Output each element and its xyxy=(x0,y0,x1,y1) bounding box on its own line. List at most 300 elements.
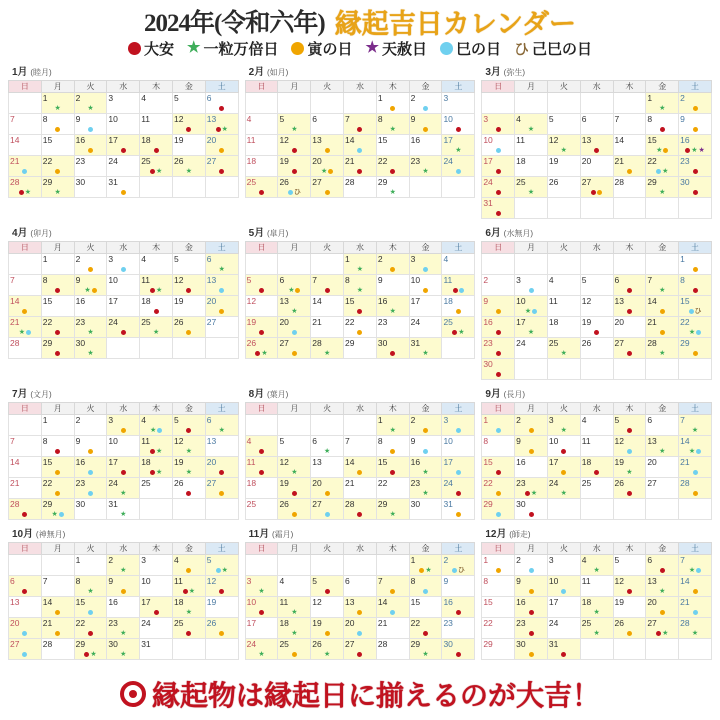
empty-day-cell xyxy=(311,93,344,114)
empty-day-cell xyxy=(442,177,475,198)
orange-dot-icon xyxy=(88,449,93,454)
green-star-icon: ★ xyxy=(18,329,26,336)
green-star-icon: ★ xyxy=(24,189,32,196)
day-number: 30 xyxy=(680,177,690,187)
day-cell xyxy=(679,478,712,499)
week-row xyxy=(9,296,239,317)
green-star-icon: ★ xyxy=(87,329,94,336)
week-row xyxy=(9,156,239,177)
red-dot-icon xyxy=(154,610,159,615)
day-cell xyxy=(613,478,646,499)
day-cell xyxy=(482,177,515,198)
day-number: 20 xyxy=(279,317,289,327)
month-calendar-table xyxy=(245,402,476,520)
day-cell xyxy=(409,135,442,156)
day-marks xyxy=(344,146,376,155)
day-number: 24 xyxy=(548,618,559,628)
day-number: 19 xyxy=(173,457,184,467)
day-marks xyxy=(581,468,613,477)
day-number: 5 xyxy=(279,436,285,446)
day-marks xyxy=(679,104,711,113)
day-cell xyxy=(679,597,712,618)
day-cell xyxy=(515,597,548,618)
weekday-header: 火 xyxy=(311,403,344,415)
day-marks xyxy=(482,370,514,379)
orange-dot-icon xyxy=(529,428,534,433)
day-cell xyxy=(107,275,140,296)
day-number: 3 xyxy=(443,93,449,103)
day-cell xyxy=(172,576,205,597)
day-cell xyxy=(580,275,613,296)
day-cell xyxy=(311,639,344,660)
month-title xyxy=(481,524,712,542)
red-dot-icon xyxy=(55,449,60,454)
day-marks xyxy=(482,209,514,218)
day-cell xyxy=(311,317,344,338)
green-star-icon: ★ xyxy=(422,490,429,497)
day-marks xyxy=(246,188,278,197)
day-number: 12 xyxy=(614,436,624,446)
month-calendar-table xyxy=(481,241,712,380)
day-marks xyxy=(246,650,278,659)
day-marks xyxy=(377,447,409,456)
month-block xyxy=(245,384,476,520)
day-number: 26 xyxy=(173,478,184,488)
day-number: 1 xyxy=(483,415,489,425)
empty-day-cell xyxy=(9,415,42,436)
red-dot-icon xyxy=(22,512,27,517)
weekday-header-row xyxy=(9,242,239,254)
day-cell xyxy=(376,436,409,457)
day-cell xyxy=(344,338,377,359)
green-star-icon: ★ xyxy=(691,630,699,637)
day-marks xyxy=(42,167,74,176)
day-marks xyxy=(377,608,409,617)
day-cell xyxy=(9,618,42,639)
day-cell xyxy=(482,156,515,177)
day-cell xyxy=(679,415,712,436)
day-number: 13 xyxy=(279,296,289,306)
day-cell xyxy=(245,597,278,618)
cyan-dot-icon xyxy=(696,449,701,454)
red-dot-icon xyxy=(216,127,221,132)
month-title xyxy=(481,62,712,80)
day-marks xyxy=(515,426,547,435)
month-alias: (霜月) xyxy=(272,530,294,539)
weekday-header: 日 xyxy=(9,403,42,415)
day-number: 12 xyxy=(173,275,184,285)
legend-label: 一粒万倍日 xyxy=(203,41,279,58)
day-marks xyxy=(614,489,646,498)
orange-dot-icon xyxy=(496,309,501,314)
day-cell xyxy=(646,156,679,177)
week-row xyxy=(9,317,239,338)
day-number: 2 xyxy=(377,254,383,264)
month-calendar-table xyxy=(481,542,712,660)
weekday-header-row xyxy=(482,242,712,254)
day-cell xyxy=(311,499,344,520)
day-number: 22 xyxy=(410,618,421,628)
green-star-icon: ★ xyxy=(258,588,265,595)
day-number: 17 xyxy=(410,296,421,306)
day-number: 5 xyxy=(173,415,179,425)
day-cell xyxy=(482,639,515,660)
day-number: 7 xyxy=(10,114,15,124)
green-star-icon: ★ xyxy=(593,609,600,616)
day-cell xyxy=(140,254,173,275)
day-number: 18 xyxy=(443,296,453,306)
weekday-header: 木 xyxy=(140,403,173,415)
day-number: 18 xyxy=(581,597,592,607)
day-cell xyxy=(74,93,107,114)
day-cell xyxy=(140,576,173,597)
red-dot-icon xyxy=(219,106,224,111)
month-number: 3月 xyxy=(485,67,501,78)
day-marks xyxy=(377,104,409,113)
weekday-header: 水 xyxy=(107,242,140,254)
day-number: 2 xyxy=(516,555,521,565)
day-cell xyxy=(41,254,74,275)
weekday-header: 火 xyxy=(547,543,580,555)
day-number: 17 xyxy=(246,618,257,628)
day-marks xyxy=(206,307,238,316)
day-number: 28 xyxy=(10,177,20,187)
empty-day-cell xyxy=(311,254,344,275)
day-number: 18 xyxy=(548,317,559,327)
day-number: 8 xyxy=(42,275,48,285)
red-dot-icon xyxy=(693,288,698,293)
day-cell xyxy=(107,478,140,499)
day-cell xyxy=(442,415,475,436)
day-number: 14 xyxy=(377,597,388,607)
day-cell xyxy=(409,156,442,177)
orange-dot-icon xyxy=(55,127,60,132)
day-marks xyxy=(581,629,613,638)
day-cell xyxy=(140,415,173,436)
day-number: 20 xyxy=(647,597,657,607)
weekday-header: 水 xyxy=(344,543,377,555)
day-number: 6 xyxy=(647,415,653,425)
day-cell xyxy=(74,478,107,499)
day-cell xyxy=(344,597,377,618)
day-cell xyxy=(205,275,238,296)
day-number: 15 xyxy=(345,296,355,306)
day-number: 5 xyxy=(581,275,587,285)
red-dot-icon xyxy=(685,148,690,153)
empty-day-cell xyxy=(646,254,679,275)
day-marks xyxy=(410,587,442,596)
day-cell xyxy=(107,93,140,114)
green-star-icon: ★ xyxy=(422,469,429,476)
week-row xyxy=(245,478,475,499)
day-marks xyxy=(42,468,74,477)
weekday-header: 月 xyxy=(278,242,311,254)
cyan-dot-icon xyxy=(88,127,93,132)
day-cell xyxy=(515,156,548,177)
week-row xyxy=(245,597,475,618)
day-marks xyxy=(515,286,547,295)
red-dot-icon xyxy=(693,190,698,195)
day-number: 22 xyxy=(42,317,53,327)
day-number: 6 xyxy=(614,275,620,285)
day-cell xyxy=(646,415,679,436)
weekday-header: 木 xyxy=(613,543,646,555)
day-number: 21 xyxy=(312,317,322,327)
day-marks xyxy=(206,587,238,596)
red-dot-icon xyxy=(594,330,599,335)
day-number: 7 xyxy=(10,275,15,285)
day-number: 1 xyxy=(75,555,81,565)
day-number: 17 xyxy=(548,597,559,607)
day-cell xyxy=(442,156,475,177)
day-cell xyxy=(515,478,548,499)
day-number: 6 xyxy=(206,93,212,103)
day-number: 15 xyxy=(377,457,388,467)
red-dot-icon xyxy=(219,470,224,475)
month-number: 11月 xyxy=(248,529,270,540)
day-number: 15 xyxy=(42,296,53,306)
week-row xyxy=(245,576,475,597)
orange-dot-icon xyxy=(88,148,93,153)
day-marks xyxy=(377,349,409,358)
day-cell xyxy=(482,555,515,576)
day-number: 2 xyxy=(75,415,81,425)
cyan-dot-icon xyxy=(423,106,428,111)
weekday-header-row xyxy=(482,81,712,93)
day-marks xyxy=(42,489,74,498)
empty-day-cell xyxy=(278,93,311,114)
day-marks xyxy=(515,587,547,596)
week-row xyxy=(245,177,475,198)
day-marks xyxy=(482,566,514,575)
day-number: 9 xyxy=(377,275,383,285)
day-cell xyxy=(376,499,409,520)
orange-dot-icon xyxy=(660,610,665,615)
day-marks xyxy=(482,146,514,155)
day-cell xyxy=(245,114,278,135)
day-cell xyxy=(278,156,311,177)
day-cell xyxy=(442,618,475,639)
day-number: 25 xyxy=(516,177,526,187)
day-cell xyxy=(311,478,344,499)
day-number: 29 xyxy=(377,177,388,187)
day-cell xyxy=(74,555,107,576)
day-marks xyxy=(482,167,514,176)
day-number: 12 xyxy=(173,114,184,124)
day-number: 1 xyxy=(410,555,416,565)
day-cell xyxy=(515,415,548,436)
month-block xyxy=(8,223,239,380)
day-number: 30 xyxy=(75,177,86,187)
day-number: 25 xyxy=(548,338,559,348)
day-number: 11 xyxy=(443,275,453,285)
day-cell xyxy=(245,639,278,660)
day-cell xyxy=(376,415,409,436)
day-number: 15 xyxy=(483,457,493,467)
day-cell xyxy=(646,275,679,296)
empty-day-cell xyxy=(278,415,311,436)
day-cell xyxy=(515,555,548,576)
day-marks xyxy=(515,566,547,575)
day-number: 30 xyxy=(75,499,86,509)
day-marks xyxy=(515,629,547,638)
week-row xyxy=(482,415,712,436)
day-number: 3 xyxy=(516,275,521,285)
day-cell xyxy=(107,415,140,436)
day-number: 15 xyxy=(42,135,53,145)
day-cell xyxy=(245,618,278,639)
week-row xyxy=(9,576,239,597)
weekday-header: 金 xyxy=(172,242,205,254)
day-cell xyxy=(613,576,646,597)
day-number: 8 xyxy=(647,114,653,124)
day-cell xyxy=(482,499,515,520)
day-number: 25 xyxy=(246,499,257,509)
red-dot-icon xyxy=(525,491,530,496)
day-number: 22 xyxy=(680,317,690,327)
day-number: 4 xyxy=(246,436,252,446)
day-marks xyxy=(107,587,139,596)
day-number: 29 xyxy=(75,639,86,649)
weekday-header: 金 xyxy=(409,403,442,415)
green-star-icon: ★ xyxy=(185,448,193,455)
green-star-icon: ★ xyxy=(188,588,196,595)
weekday-header: 木 xyxy=(140,81,173,93)
day-marks xyxy=(75,265,107,274)
green-star-icon: ★ xyxy=(218,427,225,434)
day-cell xyxy=(74,317,107,338)
day-cell xyxy=(580,135,613,156)
week-row xyxy=(482,275,712,296)
day-number: 20 xyxy=(206,135,217,145)
orange-dot-icon xyxy=(295,288,300,293)
day-marks xyxy=(140,146,172,155)
day-number: 27 xyxy=(279,338,289,348)
day-cell xyxy=(547,415,580,436)
day-marks xyxy=(246,608,278,617)
day-number: 14 xyxy=(312,296,322,306)
day-cell xyxy=(311,457,344,478)
day-cell xyxy=(140,296,173,317)
day-cell xyxy=(580,457,613,478)
day-marks xyxy=(206,104,238,113)
red-dot-icon xyxy=(292,148,297,153)
red-dot-icon xyxy=(529,610,534,615)
day-cell xyxy=(9,317,42,338)
legend-label: 天赦日 xyxy=(381,41,427,58)
month-number: 8月 xyxy=(248,389,265,400)
day-cell xyxy=(646,618,679,639)
day-number: 23 xyxy=(410,156,421,166)
day-number: 11 xyxy=(246,135,256,145)
month-block xyxy=(8,62,239,219)
day-cell xyxy=(278,114,311,135)
day-cell xyxy=(376,156,409,177)
day-cell xyxy=(442,93,475,114)
day-cell xyxy=(580,156,613,177)
month-title xyxy=(8,62,239,80)
cyan-dot-icon xyxy=(693,470,698,475)
day-number: 6 xyxy=(10,576,15,586)
bullseye-icon xyxy=(120,681,146,707)
day-cell xyxy=(107,457,140,478)
day-marks xyxy=(9,629,41,638)
red-dot-icon xyxy=(496,372,501,377)
weekday-header-row xyxy=(9,81,239,93)
day-marks xyxy=(548,349,580,358)
weekday-header-row xyxy=(9,403,239,415)
day-number: 20 xyxy=(614,317,624,327)
orange-dot-icon xyxy=(325,631,330,636)
week-row xyxy=(482,597,712,618)
day-number: 24 xyxy=(548,478,559,488)
weekday-header: 月 xyxy=(278,81,311,93)
day-marks xyxy=(646,104,678,113)
day-cell xyxy=(278,639,311,660)
day-marks xyxy=(206,489,238,498)
month-block xyxy=(481,62,712,219)
red-dot-icon xyxy=(561,449,566,454)
snake-glyph-icon: ひ xyxy=(457,567,465,574)
day-marks xyxy=(75,447,107,456)
day-marks xyxy=(107,265,139,274)
day-number: 20 xyxy=(312,478,322,488)
day-cell xyxy=(107,317,140,338)
day-cell xyxy=(278,275,311,296)
day-marks xyxy=(107,650,139,659)
day-number: 8 xyxy=(345,275,350,285)
day-marks xyxy=(614,447,646,456)
day-marks xyxy=(442,489,474,498)
day-marks xyxy=(140,608,172,617)
red-dot-icon xyxy=(496,190,501,195)
day-cell xyxy=(41,436,74,457)
day-number: 13 xyxy=(647,436,657,446)
day-cell xyxy=(344,478,377,499)
green-star-icon: ★ xyxy=(691,147,698,154)
day-marks xyxy=(410,489,442,498)
day-cell xyxy=(482,618,515,639)
day-number: 26 xyxy=(548,177,559,187)
weekday-header: 木 xyxy=(613,81,646,93)
week-row xyxy=(9,639,239,660)
green-star-icon: ★ xyxy=(155,469,163,476)
green-star-icon: ★ xyxy=(527,329,535,336)
day-number: 7 xyxy=(312,275,317,285)
day-number: 11 xyxy=(516,135,525,145)
day-number: 16 xyxy=(108,597,118,607)
day-cell xyxy=(344,317,377,338)
day-number: 20 xyxy=(312,156,322,166)
day-marks xyxy=(173,286,205,295)
day-number: 15 xyxy=(680,296,690,306)
day-marks xyxy=(75,328,107,337)
day-marks xyxy=(679,125,711,134)
empty-day-cell xyxy=(580,359,613,380)
week-row xyxy=(9,254,239,275)
day-marks xyxy=(581,608,613,617)
day-number: 17 xyxy=(483,156,493,166)
day-marks xyxy=(614,167,646,176)
day-marks xyxy=(679,328,711,337)
day-marks xyxy=(614,468,646,477)
day-cell xyxy=(140,478,173,499)
weekday-header-row xyxy=(245,543,475,555)
day-number: 19 xyxy=(206,597,217,607)
weekday-header: 月 xyxy=(278,403,311,415)
day-number: 11 xyxy=(246,457,256,467)
green-star-icon: ★ xyxy=(155,287,163,294)
